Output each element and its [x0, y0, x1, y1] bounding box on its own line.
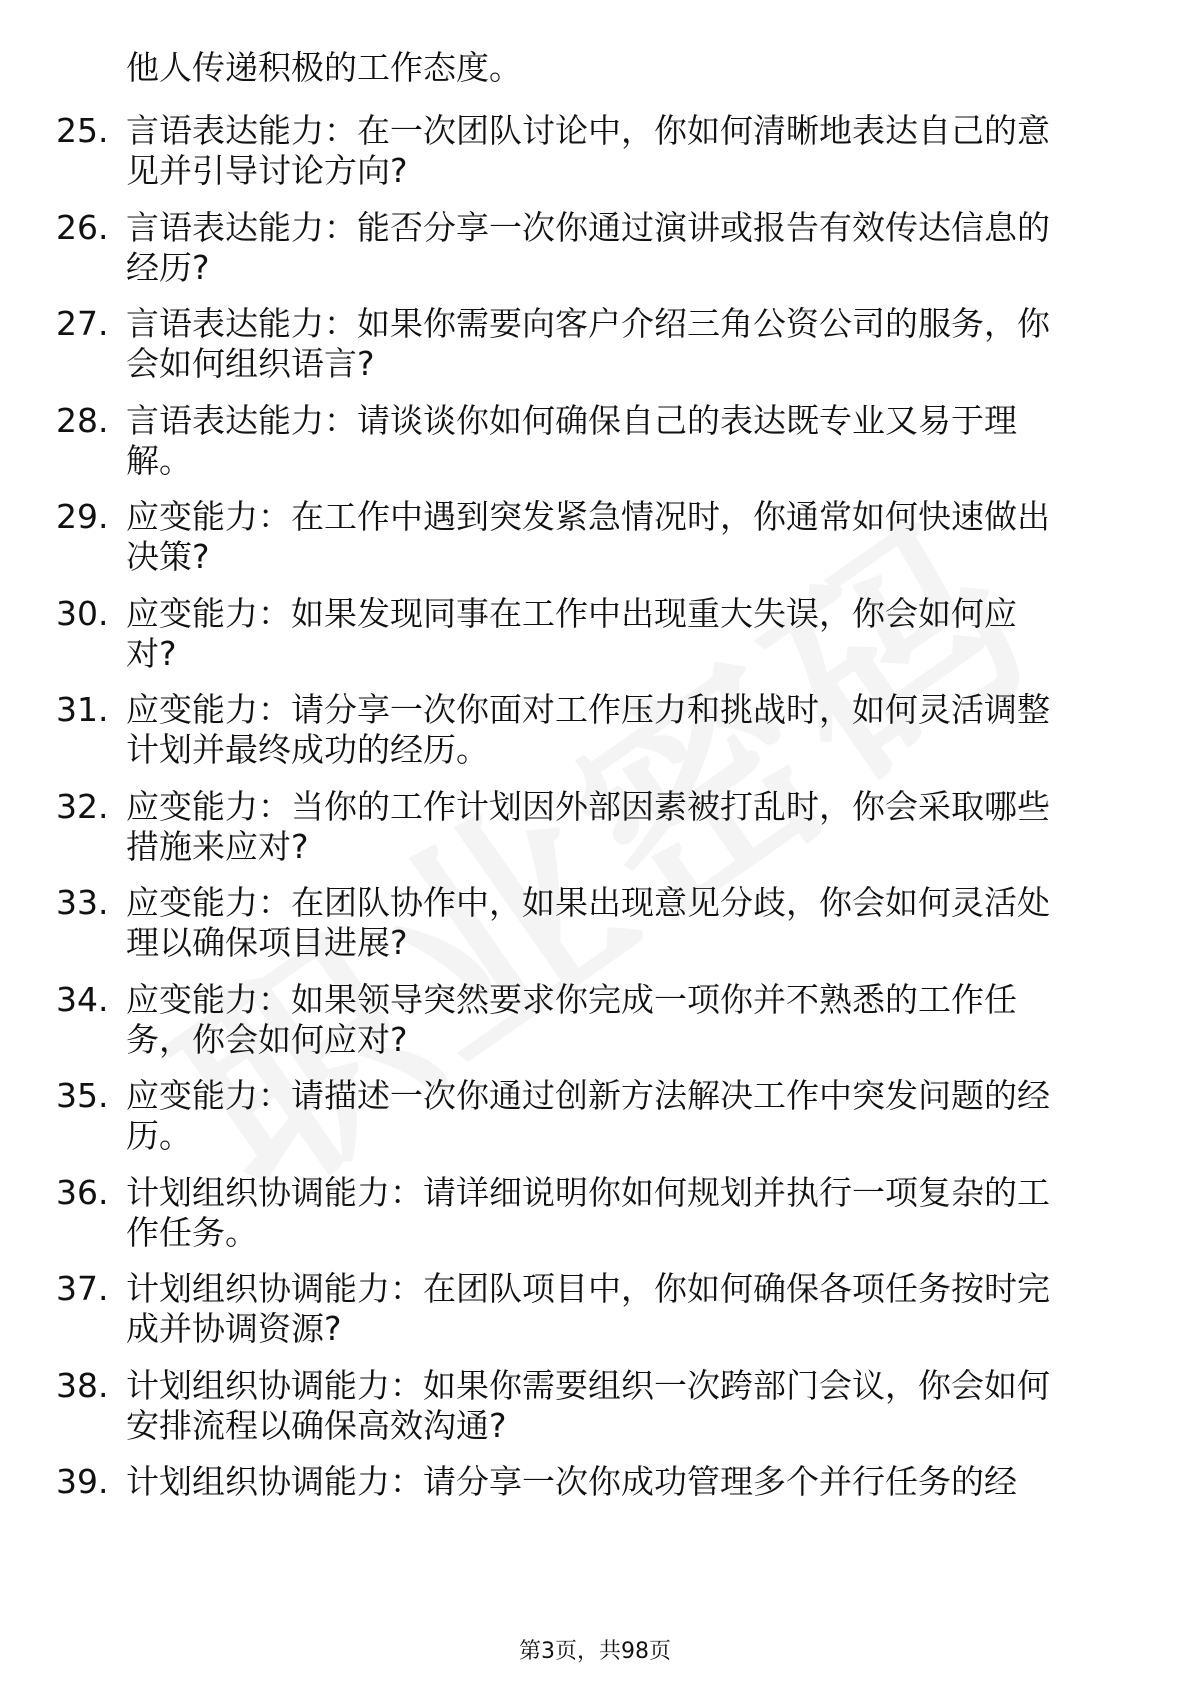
question-item: [0, 304, 1190, 384]
question-number: 34.: [56, 980, 109, 1019]
question-number: 26.: [56, 208, 109, 247]
question-number: 33.: [56, 883, 109, 922]
question-text-line-1: 应变能力：请描述一次你通过创新方法解决工作中突发问题的经: [126, 1076, 1050, 1115]
question-item: [0, 594, 1190, 674]
question-number: 29.: [56, 497, 109, 536]
question-number: 28.: [56, 401, 109, 440]
question-item: [0, 787, 1190, 867]
question-item: [0, 1366, 1190, 1446]
question-text-line-2: 对?: [126, 634, 177, 673]
question-text-line-1: 言语表达能力：请谈谈你如何确保自己的表达既专业又易于理: [126, 401, 1017, 440]
question-text-line-1: 计划组织协调能力：请详细说明你如何规划并执行一项复杂的工: [126, 1173, 1050, 1212]
question-text-line-1: 言语表达能力：如果你需要向客户介绍三角公资公司的服务，你: [126, 304, 1050, 343]
question-text-line-1: 应变能力：在团队协作中，如果出现意见分歧，你会如何灵活处: [126, 883, 1050, 922]
question-item: [0, 401, 1190, 481]
question-number: 27.: [56, 304, 109, 343]
question-item: [0, 497, 1190, 577]
question-text-line-1: 计划组织协调能力：在团队项目中，你如何确保各项任务按时完: [126, 1269, 1050, 1308]
question-text-line-2: 历。: [126, 1116, 192, 1155]
question-text-line-2: 务，你会如何应对?: [126, 1020, 408, 1059]
continuation-text: 他人传递积极的工作态度。: [126, 48, 522, 87]
question-number: 35.: [56, 1076, 109, 1115]
question-item: [0, 883, 1190, 963]
question-text-line-1: 应变能力：如果领导突然要求你完成一项你并不熟悉的工作任: [126, 980, 1017, 1019]
question-number: 32.: [56, 787, 109, 826]
question-text-line-1: 计划组织协调能力：如果你需要组织一次跨部门会议，你会如何: [126, 1366, 1050, 1405]
question-item: [0, 1173, 1190, 1253]
question-text-line-1: 应变能力：在工作中遇到突发紧急情况时，你通常如何快速做出: [126, 497, 1050, 536]
question-text-line-2: 会如何组织语言?: [126, 344, 375, 383]
question-text-line-2: 措施来应对?: [126, 827, 309, 866]
question-text-line-1: 计划组织协调能力：请分享一次你成功管理多个并行任务的经: [126, 1462, 1017, 1501]
question-text-line-1: 言语表达能力：在一次团队讨论中，你如何清晰地表达自己的意: [126, 111, 1050, 150]
question-text-line-1: 应变能力：请分享一次你面对工作压力和挑战时，如何灵活调整: [126, 690, 1050, 729]
question-text-line-2: 成并协调资源?: [126, 1309, 342, 1348]
question-item: [0, 208, 1190, 288]
question-text-line-2: 计划并最终成功的经历。: [126, 730, 489, 769]
question-item: [0, 1269, 1190, 1349]
question-number: 30.: [56, 594, 109, 633]
question-text-line-2: 解。: [126, 441, 192, 480]
question-number: 39.: [56, 1462, 109, 1501]
question-item: [0, 111, 1190, 191]
question-text-line-2: 安排流程以确保高效沟通?: [126, 1406, 507, 1445]
question-item: [0, 1462, 1190, 1542]
question-item: [0, 980, 1190, 1060]
question-text-line-1: 应变能力：当你的工作计划因外部因素被打乱时，你会采取哪些: [126, 787, 1050, 826]
page-footer: 第3页，共98页: [519, 1639, 671, 1664]
question-item: [0, 690, 1190, 770]
question-text-line-2: 作任务。: [126, 1213, 258, 1252]
question-item: [0, 1076, 1190, 1156]
question-number: 37.: [56, 1269, 109, 1308]
question-text-line-1: 言语表达能力：能否分享一次你通过演讲或报告有效传达信息的: [126, 208, 1050, 247]
question-number: 36.: [56, 1173, 109, 1212]
question-text-line-2: 决策?: [126, 537, 210, 576]
question-text-line-2: 经历?: [126, 248, 210, 287]
question-number: 31.: [56, 690, 109, 729]
question-number: 38.: [56, 1366, 109, 1405]
question-number: 25.: [56, 111, 109, 150]
question-text-line-2: 理以确保项目进展?: [126, 923, 408, 962]
question-text-line-1: 应变能力：如果发现同事在工作中出现重大失误，你会如何应: [126, 594, 1017, 633]
question-text-line-2: 见并引导讨论方向?: [126, 151, 408, 190]
